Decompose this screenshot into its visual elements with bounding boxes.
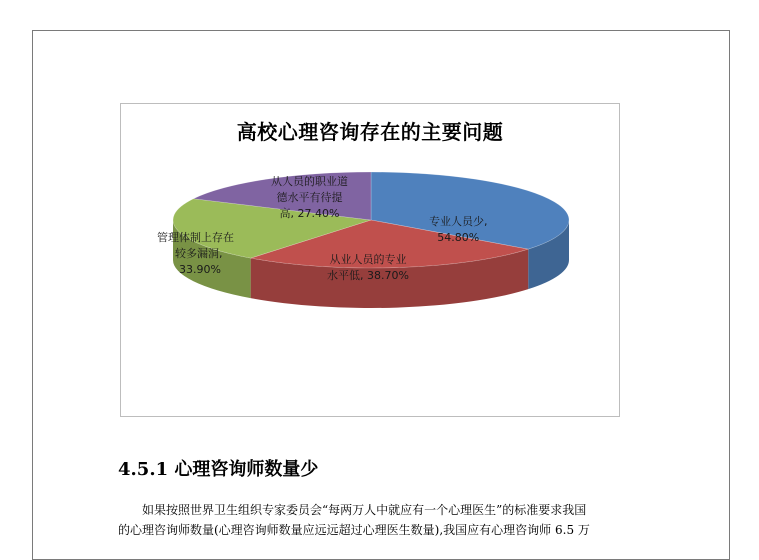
label-slice-3-line-2: 较多漏洞, [175, 247, 223, 260]
label-slice-1-line-1: 专业人员少, [429, 215, 488, 228]
label-slice-3 [157, 230, 234, 278]
label-slice-2 [327, 252, 409, 284]
label-slice-4-line-1: 从人员的职业道 [271, 175, 348, 188]
chart-title: 高校心理咨询存在的主要问题 [236, 120, 504, 144]
label-slice-1-line-2: 54.80% [437, 231, 480, 244]
label-slice-1 [429, 214, 488, 246]
section-heading: 4.5.1 心理咨询师数量少 [118, 459, 319, 480]
chart-frame [120, 103, 620, 417]
label-slice-3-line-3: 33.90% [179, 263, 221, 276]
label-slice-4 [271, 174, 348, 222]
label-slice-4-line-3: 高, 27.40% [279, 207, 340, 220]
label-slice-2-line-2: 水平低, 38.70% [327, 269, 409, 282]
paragraph-line-2: 的心理咨询师数量(心理咨询师数量应远远超过心理医生数量),我国应有心理咨询师 6.5 万 [118, 523, 590, 537]
paragraph-line-1: 如果按照世界卫生组织专家委员会“每两万人中就应有一个心理医生”的标准要求我国 [142, 503, 587, 517]
label-slice-3-line-1: 管理体制上存在 [157, 231, 234, 244]
label-slice-2-line-1: 从业人员的专业 [329, 253, 407, 266]
body-paragraph [118, 500, 646, 540]
label-slice-4-line-2: 德水平有待提 [276, 191, 343, 204]
